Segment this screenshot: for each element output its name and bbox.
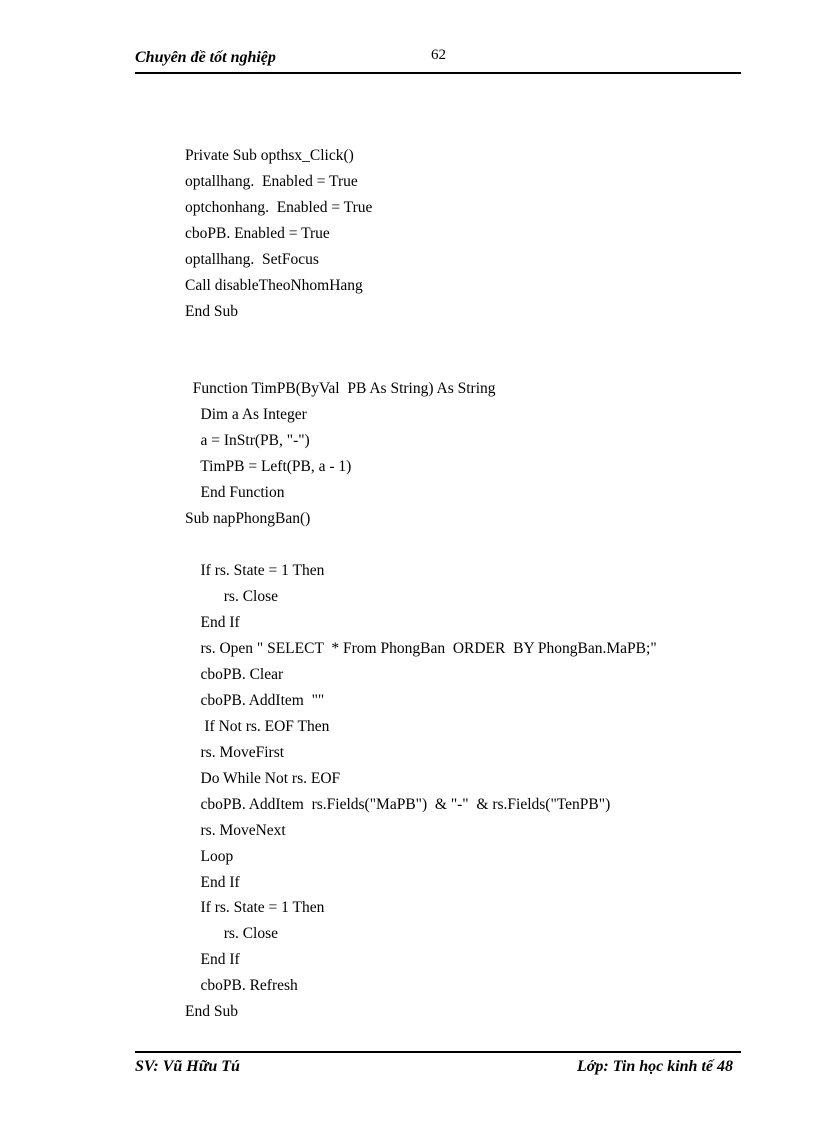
footer-student-name: SV: Vũ Hữu Tú: [135, 1058, 240, 1075]
code-line: Do While Not rs. EOF: [185, 770, 341, 787]
code-line: End If: [185, 874, 240, 891]
code-line: cboPB. AddItem rs.Fields("MaPB") & "-" & rs.Fields("TenPB"): [185, 796, 611, 813]
code-line: cboPB. AddItem "": [185, 692, 325, 709]
code-line: a = InStr(PB, "-"): [185, 432, 310, 449]
code-line: cboPB. Refresh: [185, 977, 298, 994]
page-number: 62: [431, 47, 446, 63]
page-footer: [135, 1051, 741, 1079]
code-line: Dim a As Integer: [185, 406, 307, 423]
code-line: End If: [185, 614, 240, 631]
code-line: TimPB = Left(PB, a - 1): [185, 458, 352, 475]
code-line: rs. Open " SELECT * From PhongBan ORDER BY PhongBan.MaPB;": [185, 640, 657, 657]
code-line: If rs. State = 1 Then: [185, 562, 325, 579]
code-line: optallhang. Enabled = True: [185, 173, 358, 190]
code-line: End Sub: [185, 1003, 238, 1020]
code-line: rs. MoveFirst: [185, 744, 285, 761]
code-line: Loop: [185, 848, 234, 865]
code-line: If Not rs. EOF Then: [185, 718, 330, 735]
code-line: rs. Close: [185, 925, 278, 942]
code-line: optchonhang. Enabled = True: [185, 199, 373, 216]
footer-class-name: Lớp: Tin học kinh tế 48: [577, 1058, 733, 1075]
code-line: If rs. State = 1 Then: [185, 899, 325, 916]
code-line: Private Sub opthsx_Click(): [185, 147, 354, 164]
code-line: rs. MoveNext: [185, 822, 286, 839]
header-title: Chuyên đề tốt nghiệp: [135, 49, 276, 66]
code-line: Function TimPB(ByVal PB As String) As String: [185, 380, 496, 397]
code-line: Sub napPhongBan(): [185, 510, 311, 527]
code-line: cboPB. Enabled = True: [185, 225, 330, 242]
code-line: cboPB. Clear: [185, 666, 284, 683]
code-line: End If: [185, 951, 240, 968]
code-line: rs. Close: [185, 588, 278, 605]
code-line: End Sub: [185, 303, 238, 320]
code-line: End Function: [185, 484, 285, 501]
page-header: [135, 44, 741, 74]
code-line: optallhang. SetFocus: [185, 251, 319, 268]
code-line: Call disableTheoNhomHang: [185, 277, 363, 294]
